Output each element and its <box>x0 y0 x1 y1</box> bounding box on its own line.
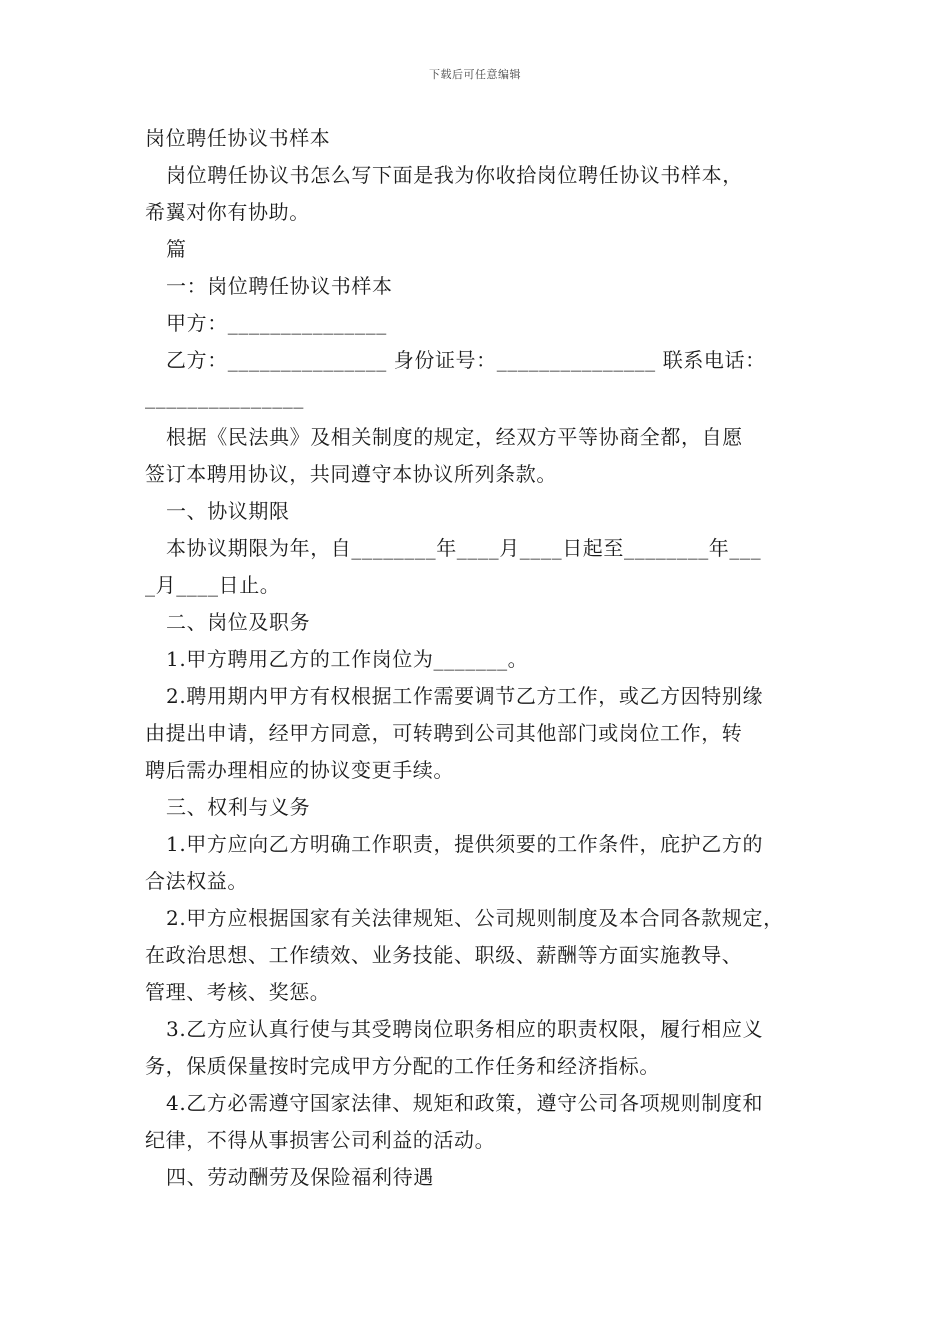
party-a-field: 甲方：_______________ <box>166 311 387 335</box>
clause-line: 3.乙方应认真行使与其受聘岗位职务相应的职责权限，履行相应义 <box>166 1017 764 1041</box>
section-heading: 三、权利与义务 <box>166 795 311 819</box>
paragraph-line: _______________ <box>145 385 304 409</box>
paragraph-line: _月____日止。 <box>145 573 281 597</box>
section-heading: 一：岗位聘任协议书样本 <box>166 274 393 298</box>
clause-line: 聘后需办理相应的协议变更手续。 <box>145 758 454 782</box>
paragraph-line: 根据《民法典》及相关制度的规定，经双方平等协商全都，自愿 <box>166 425 743 449</box>
section-heading: 二、岗位及职务 <box>166 610 311 634</box>
clause-line: 2.甲方应根据国家有关法律规矩、公司规则制度及本合同各款规定， <box>166 906 784 930</box>
document-title: 岗位聘任协议书样本 <box>145 126 331 150</box>
section-heading: 四、劳动酬劳及保险福利待遇 <box>166 1165 434 1189</box>
paragraph-line: 希翼对你有协助。 <box>145 200 310 224</box>
clause-line: 1.甲方聘用乙方的工作岗位为_______。 <box>166 647 529 671</box>
clause-line: 管理、考核、奖惩。 <box>145 980 331 1004</box>
clause-line: 1.甲方应向乙方明确工作职责，提供须要的工作条件，庇护乙方的 <box>166 832 764 856</box>
clause-line: 2.聘用期内甲方有权根据工作需要调节乙方工作，或乙方因特别缘 <box>166 684 764 708</box>
header-note: 下载后可任意编辑 <box>429 68 521 81</box>
clause-line: 务，保质保量按时完成甲方分配的工作任务和经济指标。 <box>145 1054 660 1078</box>
clause-line: 合法权益。 <box>145 869 248 893</box>
paragraph-line: 篇 <box>166 237 187 261</box>
party-b-field: 乙方：_______________ 身份证号：_______________ 联系电话： <box>166 348 766 372</box>
paragraph-line: 本协议期限为年，自________年____月____日起至________年___ <box>166 536 762 560</box>
clause-line: 由提出申请，经甲方同意，可转聘到公司其他部门或岗位工作，转 <box>145 721 743 745</box>
section-heading: 一、协议期限 <box>166 499 290 523</box>
paragraph-line: 岗位聘任协议书怎么写下面是我为你收拾岗位聘任协议书样本， <box>166 163 743 187</box>
clause-line: 纪律，不得从事损害公司利益的活动。 <box>145 1128 496 1152</box>
clause-line: 4.乙方必需遵守国家法律、规矩和政策，遵守公司各项规则制度和 <box>166 1091 764 1115</box>
paragraph-line: 签订本聘用协议，共同遵守本协议所列条款。 <box>145 462 557 486</box>
clause-line: 在政治思想、工作绩效、业务技能、职级、薪酬等方面实施教导、 <box>145 943 743 967</box>
document-body <box>145 120 817 1196</box>
